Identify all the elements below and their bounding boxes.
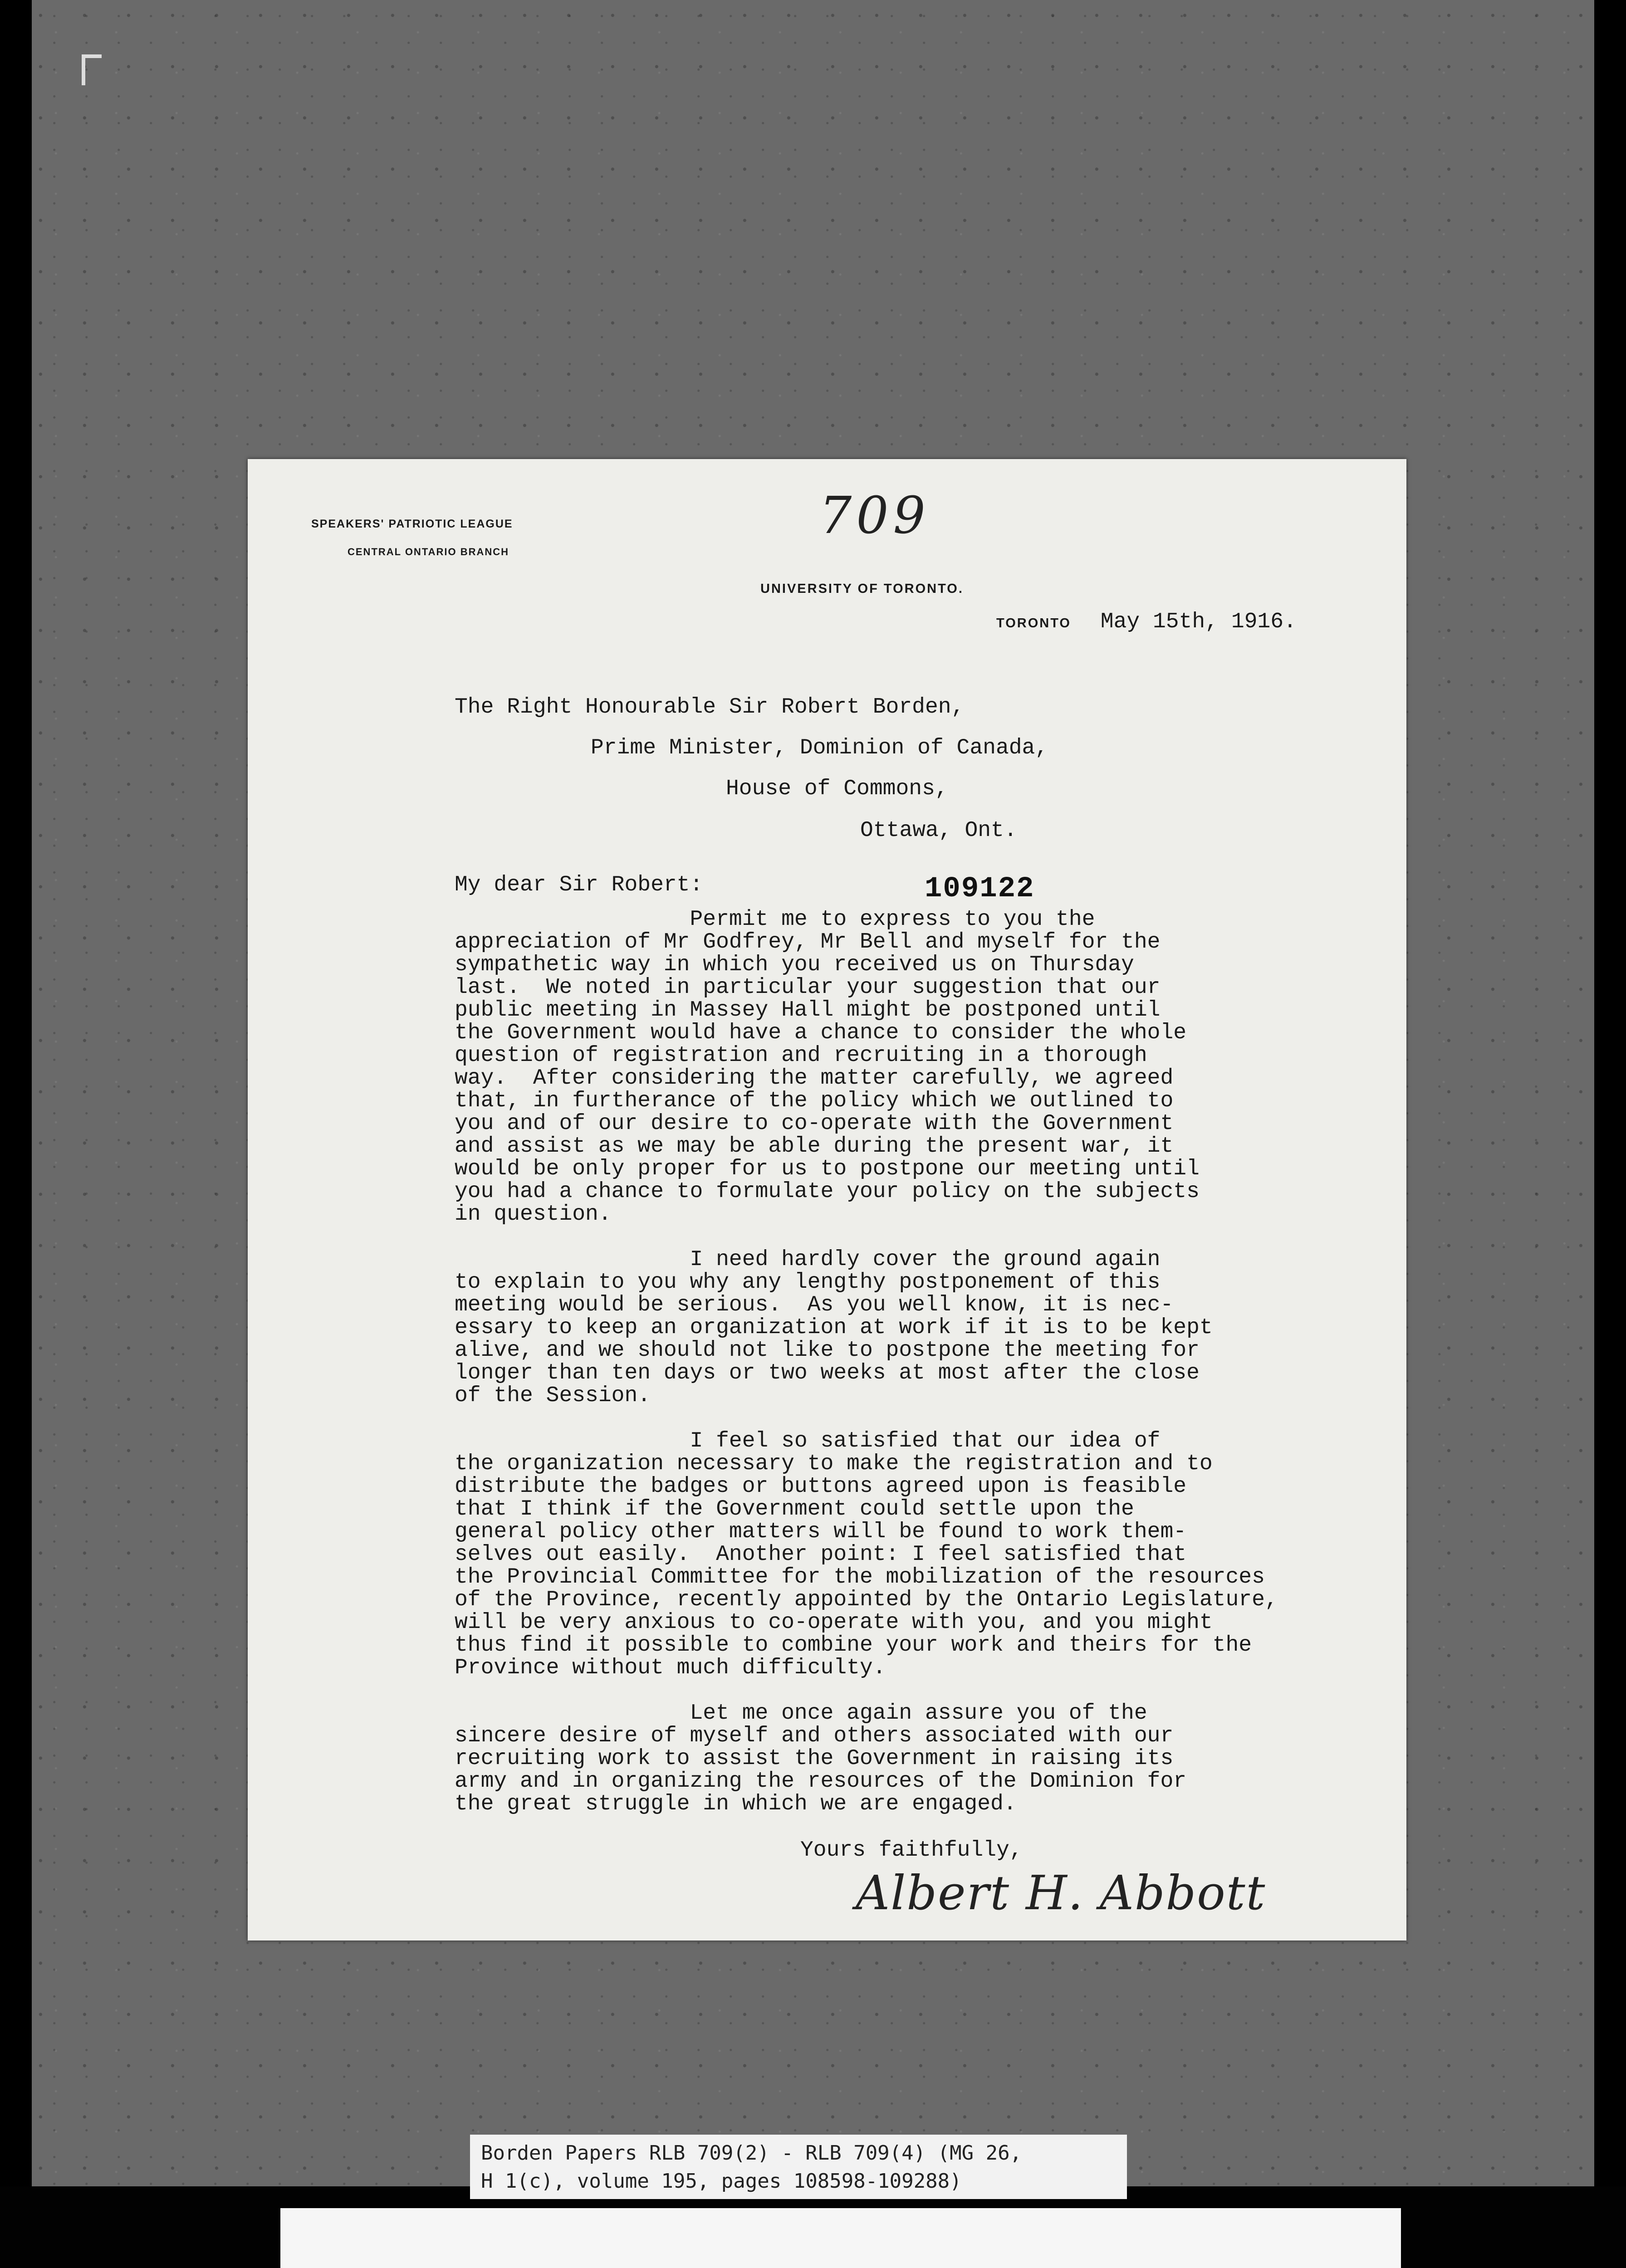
- film-edge-left: [0, 0, 32, 2268]
- address-line-2: Prime Minister, Dominion of Canada,: [591, 736, 1048, 760]
- film-edge-right: [1594, 0, 1626, 2268]
- archives-card: [280, 2208, 1401, 2268]
- letterhead-org: SPEAKERS' PATRIOTIC LEAGUE: [311, 518, 513, 530]
- address-line-4: Ottawa, Ont.: [860, 818, 1017, 843]
- letterhead: [311, 510, 513, 566]
- handwritten-doc-number: 709: [819, 486, 930, 545]
- registry-stamp-number: 109122: [925, 873, 1035, 905]
- date-line: [996, 610, 1297, 634]
- letterhead-branch: CENTRAL ONTARIO BRANCH: [348, 546, 509, 557]
- address-line-3: House of Commons,: [726, 777, 948, 801]
- catalog-line-2: H 1(c), volume 195, pages 108598-109288): [481, 2170, 962, 2193]
- closing: Yours faithfully,: [800, 1838, 1023, 1862]
- address-line-1: The Right Honourable Sir Robert Borden,: [455, 695, 965, 719]
- letterhead-university: UNIVERSITY OF TORONTO.: [760, 582, 964, 596]
- catalog-label: [470, 2135, 1127, 2199]
- catalog-line-1: Borden Papers RLB 709(2) - RLB 709(4) (MG 26,: [481, 2141, 1022, 2165]
- letter-page: [248, 459, 1406, 1941]
- signature: Albert H. Abbott: [856, 1865, 1266, 1921]
- letter-body: Permit me to express to you the appreciation of Mr Godfrey, Mr Bell and myself for the sympathetic way in which you received us on Thursday last. We noted in particular your suggestion that our public meeting in Massey Hall might be postponed until the Government would have a chance to consider the whole question of registration and recruiting in a thorough way. After considering the matter carefully, we agreed that, in furtherance of the policy which we outlined to you and of our desire to co-operate with the Government and assist as we may be able during the present war, it would be only proper for us to postpone our meeting until you had a chance to formulate your policy on the subjects in question. I need hardly cover the ground again to explain to you why any lengthy postponement of this meeting would be serious. As you well know, it is nec- essary to keep an organization at work if it is to be kept alive, and we should not like to postpone the meeting for longer than ten days or two weeks at most after the close of the Session. I feel so satisfied that our idea of the organization necessary to make the registration and to distribute the badges or buttons agreed upon is feasible that I think if the Government could settle upon the general policy other matters will be found to work them- selves out easily. Another point: I feel satisfied that the Provincial Committee for the mobilization of the resources of the Province, recently appointed by the Ontario Legislature, will be very anxious to co-operate with you, and you might thus find it possible to combine your work and theirs for the Province without much difficulty. Let me once again assure you of the sincere desire of myself and others associated with our recruiting work to assist the Government in raising its army and in organizing the resources of the Dominion for the great struggle in which we are engaged.: [455, 907, 1278, 1816]
- corner-registration-mark: [82, 54, 102, 85]
- letter-date: May 15th, 1916.: [1100, 610, 1297, 634]
- salutation: My dear Sir Robert:: [455, 873, 703, 897]
- letterhead-city: TORONTO: [996, 616, 1071, 631]
